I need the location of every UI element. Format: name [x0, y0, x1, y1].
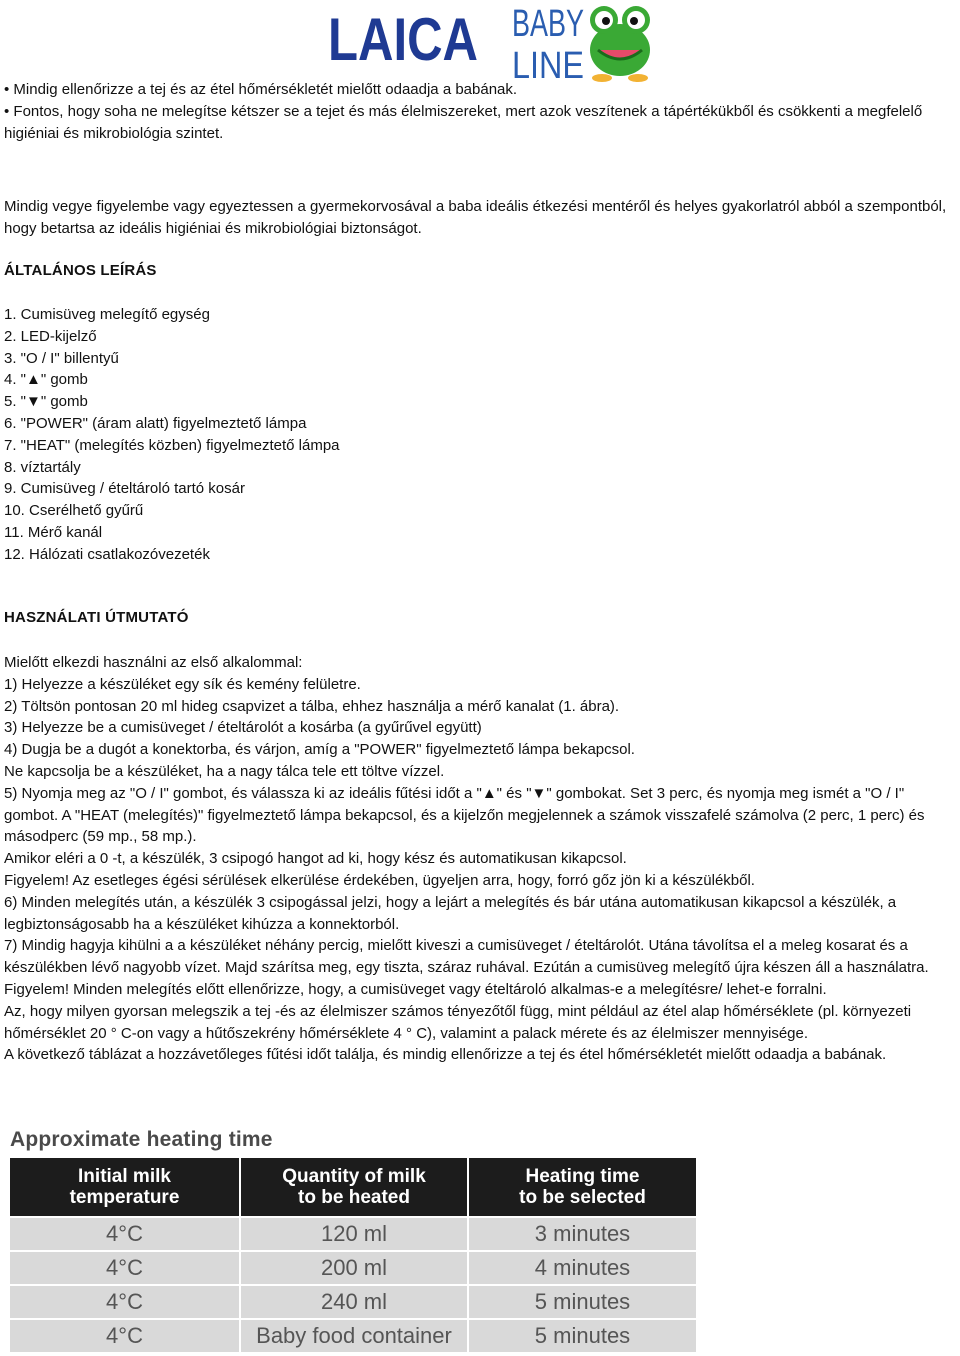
column-header	[468, 1158, 696, 1217]
list-item: 9. Cumisüveg / ételtároló tartó kosár	[4, 480, 245, 498]
usage-line: 5) Nyomja meg az "O / I" gombot, és válassza ki az ideális fűtési időt a "▲" és "▼" gombokat. Set 3 perc, és nyomja meg ismét a "O / I" gombot. A "HEAT (melegítés)" figyelmeztető lámpa bekapcsol, és a kijelzőn megjelennek a számok visszafelé számolva (2 perc, 1 perc) és másodperc (59 mp., 58 mp.).	[4, 784, 925, 846]
heating-time-table	[10, 1158, 696, 1352]
usage-line: Amikor eléri a 0 -t, a készülék, 3 csipogó hangot ad ki, hogy kész és automatikusan kikapcsol.	[4, 850, 627, 868]
usage-line: Figyelem! Minden melegítés előtt ellenőrizze, hogy, a cumisüveget vagy ételtároló alkalmas-e a melegítésre/ lehet-e forralni.	[4, 980, 827, 998]
list-item: 3. "O / I" billentyű	[4, 349, 119, 367]
table-cell: 5 minutes	[468, 1319, 696, 1352]
usage-line: A következő táblázat a hozzávetőleges fűtési időt találja, és mindig ellenőrizze a tej és étel hőmérsékletét mielőtt odaadja a babának.	[4, 1046, 887, 1064]
table-cell: 240 ml	[240, 1285, 468, 1319]
column-header	[10, 1158, 240, 1217]
usage-line: Az, hogy milyen gyorsan melegszik a tej -és az élelmiszer számos tényezőtől függ, mint például az étel alap hőmérséklete (pl. környezeti hőmérséklet 20 ° C-on vagy a hűtőszekrény hőmérséklete 4 ° C), valamint a palack mérete és az élelmiszer mennyisége.	[4, 1002, 912, 1042]
svg-text:BABY: BABY	[512, 3, 584, 45]
table-row	[10, 1217, 696, 1251]
header-line: to be heated	[298, 1187, 410, 1208]
bullet-item: • Mindig ellenőrizze a tej és az étel hőmérsékletét mielőtt odaadja a babának.	[4, 81, 518, 98]
header-line: Initial milk	[78, 1166, 171, 1187]
brand-logo	[328, 2, 658, 87]
table-row	[10, 1319, 696, 1352]
usage-line: Figyelem! Az esetleges égési sérülések elkerülése érdekében, ügyeljen arra, hogy, forró gőz jön ki a készülékből.	[4, 871, 755, 889]
header-line: temperature	[69, 1187, 180, 1208]
list-item: 10. Cserélhető gyűrű	[4, 502, 144, 520]
general-description-heading: ÁLTALÁNOS LEÍRÁS	[4, 262, 157, 279]
table-cell: 120 ml	[240, 1217, 468, 1251]
table-cell: 4°C	[10, 1251, 240, 1285]
list-item: 7. "HEAT" (melegítés közben) figyelmeztető lámpa	[4, 436, 340, 454]
list-item: 5. "▼" gomb	[4, 393, 88, 411]
table-cell: 4°C	[10, 1319, 240, 1352]
table-row	[10, 1251, 696, 1285]
usage-line: 3) Helyezze be a cumisüveget / ételtárolót a kosárba (a gyűrűvel együtt)	[4, 719, 482, 737]
laica-logo-icon	[328, 6, 480, 73]
table-header-row	[10, 1158, 696, 1217]
usage-line: 1) Helyezze a készüléket egy sík és kemény felületre.	[4, 675, 361, 693]
usage-line: 6) Minden melegítés után, a készülék 3 csipogással jelzi, hogy a lejárt a melegítés és bár utána automatikusan kikapcsol a készülék, a legbiztonságosabb ha a készüléket kihúzza a konnektorból.	[4, 893, 897, 933]
table-cell: 4 minutes	[468, 1251, 696, 1285]
list-item: 2. LED-kijelző	[4, 327, 97, 345]
table-cell: 5 minutes	[468, 1285, 696, 1319]
frog-mascot-icon	[584, 2, 656, 82]
usage-line: 2) Töltsön pontosan 20 ml hideg csapvizet a tálba, ehhez használja a mérő kanalat (1. ábra).	[4, 697, 620, 715]
header-line: Heating time	[525, 1166, 640, 1187]
table-cell: 200 ml	[240, 1251, 468, 1285]
usage-heading: HASZNÁLATI ÚTMUTATÓ	[4, 609, 189, 626]
list-item: 4. "▲" gomb	[4, 371, 88, 389]
table-row	[10, 1285, 696, 1319]
intro-paragraph	[4, 196, 960, 240]
table-cell: 3 minutes	[468, 1217, 696, 1251]
svg-text:LINE: LINE	[512, 45, 584, 87]
header-line: to be selected	[519, 1187, 646, 1208]
header-line: Quantity of milk	[282, 1166, 426, 1187]
list-item: 12. Hálózati csatlakozóvezeték	[4, 545, 210, 563]
usage-instructions	[4, 652, 960, 1066]
table-cell: Baby food container	[240, 1319, 468, 1352]
svg-text:LAICA: LAICA	[328, 6, 478, 73]
heating-table-title: Approximate heating time	[10, 1128, 273, 1151]
bullet-item: • Fontos, hogy soha ne melegítse kétszer se a tejet és más élelmiszereket, mert azok veszítenek a tápértékükből és csökkenti a megfelelő higiéniai és mikrobiológia szintet.	[4, 102, 923, 142]
usage-line: 4) Dugja be a dugót a konektorba, és várjon, amíg a "POWER" figyelmeztető lámpa bekapcsol.	[4, 741, 635, 759]
list-item: 6. "POWER" (áram alatt) figyelmeztető lámpa	[4, 414, 307, 432]
intro-text: Mindig vegye figyelembe vagy egyeztessen a gyermekorvosával a baba ideális étkezési mentéről és helyes gyakorlatról abból a szempontból, hogy betartsa az ideális higiéniai és mikrobiológiai biztonságot.	[4, 198, 947, 237]
usage-line: Ne kapcsolja be a készüléket, ha a nagy tálca tele ett töltve vízzel.	[4, 762, 445, 780]
list-item: 8. víztartály	[4, 458, 81, 476]
table-cell: 4°C	[10, 1217, 240, 1251]
list-item: 11. Mérő kanál	[4, 523, 103, 541]
warning-bullets	[4, 79, 960, 144]
parts-list	[4, 304, 340, 566]
column-header	[240, 1158, 468, 1217]
usage-line: 7) Mindig hagyja kihülni a a készüléket néhány percig, mielőtt kiveszi a cumisüveget / ételtárolót. Utána távolítsa el a meleg kosarat és a készülékben lévő nagyobb vízet. Majd szárítsa meg, egy tiszta, száraz ruhával. Ezútán a cumisüveg melegítő újra készen áll a használatra.	[4, 937, 929, 977]
list-item: 1. Cumisüveg melegítő egység	[4, 306, 210, 323]
table-cell: 4°C	[10, 1285, 240, 1319]
usage-line: Mielőtt elkezdi használni az első alkalommal:	[4, 654, 303, 671]
